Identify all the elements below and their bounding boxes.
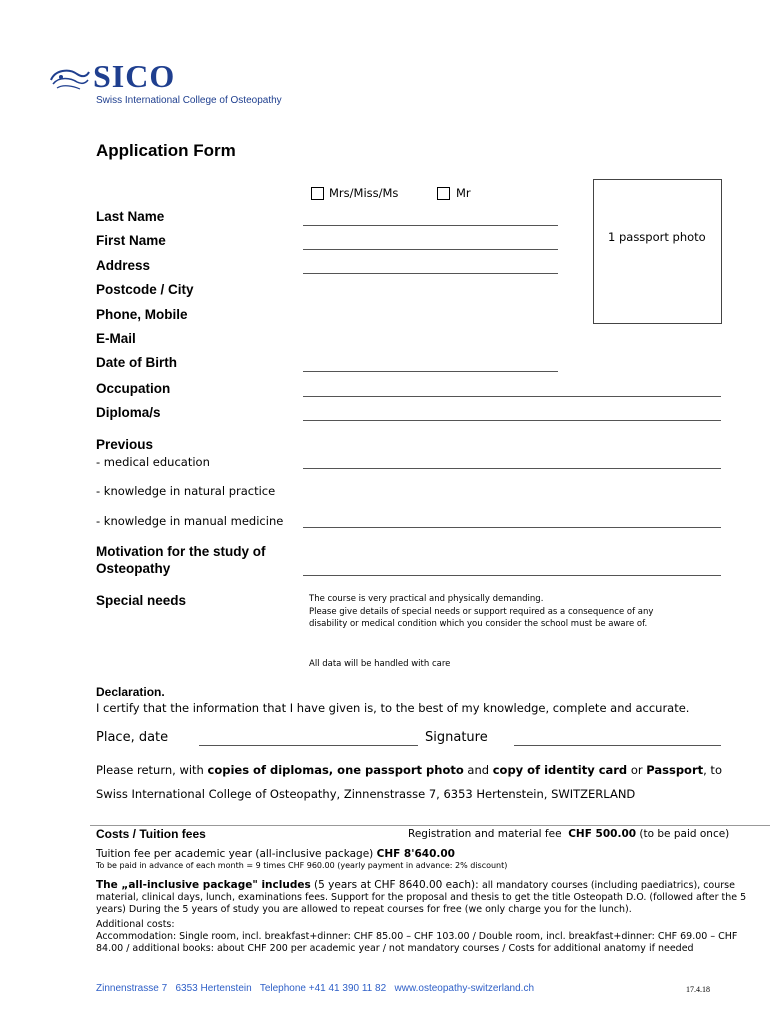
diplomas-label: Diploma/s [96,405,161,420]
return-instructions [96,763,722,777]
additional-costs [96,919,736,955]
return-suffix: , to [703,763,722,777]
signature-field[interactable] [514,745,721,746]
package-bold: The „all-inclusive package" includes [96,879,311,891]
declaration-text: I certify that the information that I have given is, to the best of my knowledge, complete and accurate. [96,701,690,715]
special-needs-line3: disability or medical condition which you consider the school must be aware of. [309,619,648,629]
place-date-label: Place, date [96,730,169,745]
footer-city: 6353 Hertenstein [175,983,252,994]
tuition-fee [96,848,455,860]
footer-phone: Telephone +41 41 390 11 82 [259,983,387,994]
return-and: and [463,763,493,777]
page-title: Application Form [96,141,236,160]
prev-medical-label: - medical education [96,455,210,469]
footer-version: 17.4.18 [686,985,710,994]
email-label: E-Mail [96,331,136,346]
special-needs-text [309,593,709,631]
additional-line2: 84.00 / additional books: about CHF 200 per academic year / not mandatory courses / Costs for additional anatomy if needed [96,943,694,954]
occupation-field[interactable] [303,396,721,397]
package-details [96,879,747,916]
registration-note: (to be paid once) [639,828,730,840]
special-needs-line2: Please give details of special needs or support required as a consequence of any [309,606,654,617]
mr-checkbox[interactable] [437,187,450,200]
package-line2: material, clinical days, lunch, examinations fees. Support for the proposal and thesis to get the title Osteopath D.O. (followed after the 5 [96,892,747,903]
prev-manual-label: - knowledge in manual medicine [96,514,284,528]
prev-natural-label: - knowledge in natural practice [96,484,276,498]
package-mid: (5 years at CHF 8640.00 each): [310,879,482,891]
prev-manual-field[interactable] [303,527,721,528]
special-needs-line1: The course is very practical and physically demanding. [309,594,544,604]
return-address: Swiss International College of Osteopathy, Zinnenstrasse 7, 6353 Hertenstein, SWITZERLAND [96,787,636,801]
mrs-checkbox[interactable] [311,187,324,200]
return-bold-2: copy of identity card [492,763,628,777]
passport-photo-label: 1 passport photo [608,230,706,244]
motivation-field[interactable] [303,575,721,576]
phone-label: Phone, Mobile [96,307,188,322]
tuition-amount: CHF 8'640.00 [376,848,455,860]
logo-name: SICO [93,58,176,94]
return-bold-3: Passport [646,763,704,777]
registration-fee [408,828,729,840]
footer-street: Zinnenstrasse 7 [96,983,168,994]
return-prefix: Please return, with [96,763,208,777]
signature-label: Signature [425,730,488,745]
previous-label: Previous [96,437,154,452]
registration-label: Registration and material fee [408,828,562,840]
tuition-label: Tuition fee per academic year (all-inclusive package) [96,848,374,860]
costs-heading: Costs / Tuition fees [96,827,206,841]
package-line1: all mandatory courses (including paediatrics), course [481,880,735,891]
mr-label: Mr [456,186,471,200]
declaration-heading: Declaration. [96,685,165,699]
first-name-field[interactable] [303,249,558,250]
additional-heading: Additional costs: [96,919,175,930]
mrs-label: Mrs/Miss/Ms [329,186,399,200]
special-needs-label: Special needs [96,593,187,608]
additional-line1: Accommodation: Single room, incl. breakfast+dinner: CHF 85.00 – CHF 103.00 / Double room, incl. breakfast+dinner: CHF 69.00 – CHF [96,931,738,942]
costs-divider [90,825,770,826]
logo-subtitle: Swiss International College of Osteopathy [96,95,282,106]
registration-amount: CHF 500.00 [568,828,637,840]
package-line3: years) During the 5 years of study you are allowed to repeat courses for free (we only charge you for the lunch). [96,904,632,915]
return-or: or [627,763,647,777]
footer [96,983,534,994]
occupation-label: Occupation [96,381,171,396]
address-label: Address [96,258,151,273]
last-name-field[interactable] [303,225,558,226]
last-name-label: Last Name [96,209,165,224]
package-line0 [96,879,736,892]
tuition-note: To be paid in advance of each month = 9 times CHF 960.00 (yearly payment in advance: 2% discount) [96,861,508,870]
logo [47,58,307,112]
logo-mark-icon [47,64,91,94]
dob-label: Date of Birth [96,355,177,370]
return-bold-1: copies of diplomas, one passport photo [207,763,464,777]
footer-web[interactable]: www.osteopathy-switzerland.ch [394,983,535,994]
dob-field[interactable] [303,371,558,372]
address-field[interactable] [303,273,558,274]
place-date-field[interactable] [199,745,418,746]
prev-medical-field[interactable] [303,468,721,469]
motivation-label-2: Osteopathy [96,561,171,576]
passport-photo-box[interactable] [593,179,722,324]
motivation-label-1: Motivation for the study of [96,544,266,559]
first-name-label: First Name [96,233,166,248]
data-note: All data will be handled with care [309,659,451,669]
diplomas-field[interactable] [303,420,721,421]
postcode-label: Postcode / City [96,282,194,297]
